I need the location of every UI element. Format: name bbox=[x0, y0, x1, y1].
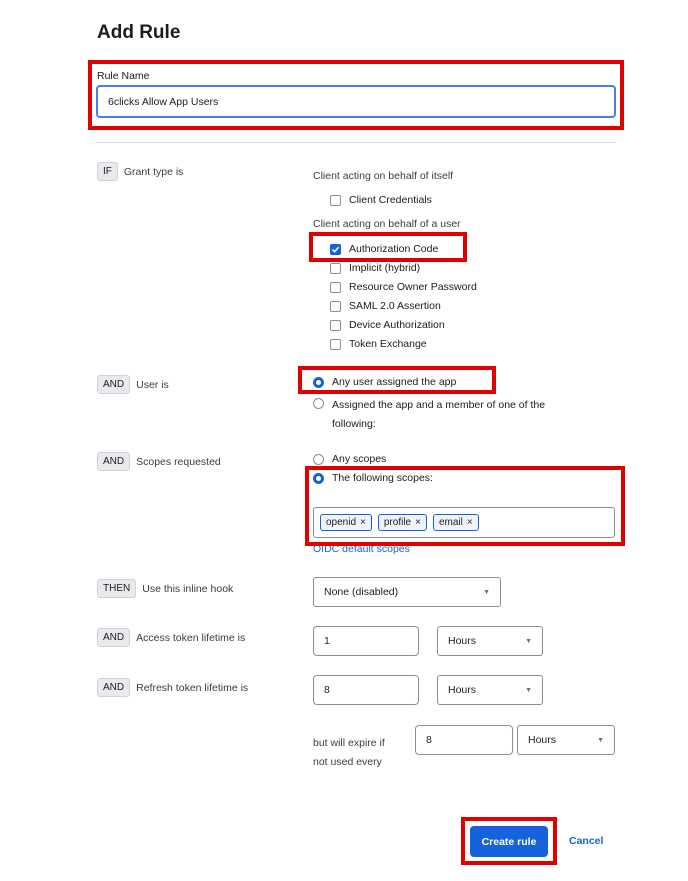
remove-icon[interactable]: × bbox=[466, 517, 473, 528]
remove-icon[interactable]: × bbox=[415, 517, 421, 528]
input-value: 8 bbox=[426, 734, 432, 746]
select-value: None (disabled) bbox=[324, 586, 399, 598]
radio-button[interactable] bbox=[313, 454, 324, 465]
select-value: Hours bbox=[528, 734, 557, 746]
radio-label: Any scopes bbox=[332, 453, 387, 465]
remove-icon[interactable]: × bbox=[360, 517, 366, 528]
cancel-link[interactable]: Cancel bbox=[569, 835, 604, 847]
checkbox-label: SAML 2.0 Assertion bbox=[349, 300, 441, 312]
checkbox-label: Implicit (hybrid) bbox=[349, 262, 421, 274]
checkbox-box[interactable] bbox=[330, 282, 341, 293]
divider bbox=[96, 142, 616, 143]
check-icon[interactable] bbox=[330, 244, 341, 255]
refresh-token-unit-select[interactable] bbox=[437, 675, 543, 705]
grant-type-label: Grant type is bbox=[123, 165, 184, 178]
expire-text bbox=[313, 734, 385, 772]
connector-and: AND bbox=[97, 452, 130, 471]
checkbox-label: Authorization Code bbox=[349, 243, 439, 255]
checkbox-saml-assertion[interactable] bbox=[330, 300, 441, 312]
grant-type-condition bbox=[97, 162, 183, 181]
rule-name-label: Rule Name bbox=[97, 70, 150, 82]
radio-assigned-and-member[interactable] bbox=[313, 396, 572, 434]
checkbox-label: Client Credentials bbox=[349, 194, 432, 206]
refresh-token-label: Refresh token lifetime is bbox=[136, 681, 249, 694]
access-token-condition bbox=[97, 628, 245, 647]
create-rule-button[interactable]: Create rule bbox=[470, 826, 548, 857]
radio-following-scopes[interactable] bbox=[313, 472, 433, 484]
itself-heading: Client acting on behalf of itself bbox=[313, 170, 454, 182]
user-heading: Client acting on behalf of a user bbox=[313, 218, 461, 230]
page-title: Add Rule bbox=[97, 22, 181, 43]
scope-chip[interactable] bbox=[433, 514, 479, 531]
refresh-token-lifetime-input[interactable] bbox=[313, 675, 419, 705]
chevron-down-icon: ▼ bbox=[483, 588, 490, 596]
checkbox-implicit-hybrid[interactable] bbox=[330, 262, 420, 274]
radio-label: Assigned the app and a member of one of the following: bbox=[332, 399, 546, 430]
checkbox-label: Token Exchange bbox=[349, 338, 427, 350]
connector-and: AND bbox=[97, 628, 130, 647]
access-token-label: Access token lifetime is bbox=[136, 631, 246, 644]
input-value: 1 bbox=[324, 635, 330, 647]
user-label: User is bbox=[136, 378, 169, 391]
oidc-default-scopes-link[interactable]: OIDC default scopes bbox=[313, 543, 410, 555]
scope-chip-label: profile bbox=[383, 517, 412, 528]
hook-condition bbox=[97, 579, 233, 598]
access-token-lifetime-input[interactable] bbox=[313, 626, 419, 656]
checkbox-label: Device Authorization bbox=[349, 319, 445, 331]
checkbox-box[interactable] bbox=[330, 320, 341, 331]
access-token-unit-select[interactable] bbox=[437, 626, 543, 656]
checkbox-authorization-code[interactable] bbox=[330, 243, 438, 255]
checkbox-box[interactable] bbox=[330, 263, 341, 274]
radio-button[interactable] bbox=[313, 398, 324, 409]
checkbox-token-exchange[interactable] bbox=[330, 338, 427, 350]
select-value: Hours bbox=[448, 684, 477, 696]
scope-chip-label: openid bbox=[326, 517, 357, 528]
chevron-down-icon: ▼ bbox=[525, 686, 532, 694]
connector-then: THEN bbox=[97, 579, 136, 598]
scopes-condition bbox=[97, 452, 221, 471]
scope-chip[interactable] bbox=[320, 514, 372, 531]
radio-label: The following scopes: bbox=[332, 472, 433, 484]
user-condition bbox=[97, 375, 169, 394]
chevron-down-icon: ▼ bbox=[597, 736, 604, 744]
expire-text-line-2: not used every bbox=[313, 756, 382, 768]
connector-and: AND bbox=[97, 375, 130, 394]
radio-label: Any user assigned the app bbox=[332, 376, 457, 388]
connector-and: AND bbox=[97, 678, 130, 697]
scopes-label: Scopes requested bbox=[136, 455, 221, 468]
radio-button[interactable] bbox=[313, 473, 324, 484]
scope-chip-label: email bbox=[438, 517, 463, 528]
inline-hook-select[interactable] bbox=[313, 577, 501, 607]
expire-value-input[interactable] bbox=[415, 725, 513, 755]
input-value: 8 bbox=[324, 684, 330, 696]
select-value: Hours bbox=[448, 635, 477, 647]
expire-text-line-1: but will expire if bbox=[313, 737, 385, 749]
rule-name-input[interactable] bbox=[96, 85, 616, 118]
hook-label: Use this inline hook bbox=[142, 582, 234, 595]
connector-if: IF bbox=[97, 162, 118, 181]
scope-chip[interactable] bbox=[378, 514, 427, 531]
radio-any-user-assigned[interactable] bbox=[313, 376, 456, 388]
radio-button[interactable] bbox=[313, 377, 324, 388]
refresh-token-condition bbox=[97, 678, 248, 697]
checkbox-box[interactable] bbox=[330, 195, 341, 206]
scopes-input[interactable] bbox=[313, 507, 615, 538]
rule-name-value: 6clicks Allow App Users bbox=[108, 95, 219, 108]
chevron-down-icon: ▼ bbox=[525, 637, 532, 645]
checkbox-box[interactable] bbox=[330, 301, 341, 312]
checkbox-client-credentials[interactable] bbox=[330, 194, 432, 206]
checkbox-box[interactable] bbox=[330, 339, 341, 350]
checkbox-device-authorization[interactable] bbox=[330, 319, 445, 331]
checkbox-label: Resource Owner Password bbox=[349, 281, 477, 293]
radio-any-scopes[interactable] bbox=[313, 453, 386, 465]
expire-unit-select[interactable] bbox=[517, 725, 615, 755]
checkbox-resource-owner-password[interactable] bbox=[330, 281, 477, 293]
